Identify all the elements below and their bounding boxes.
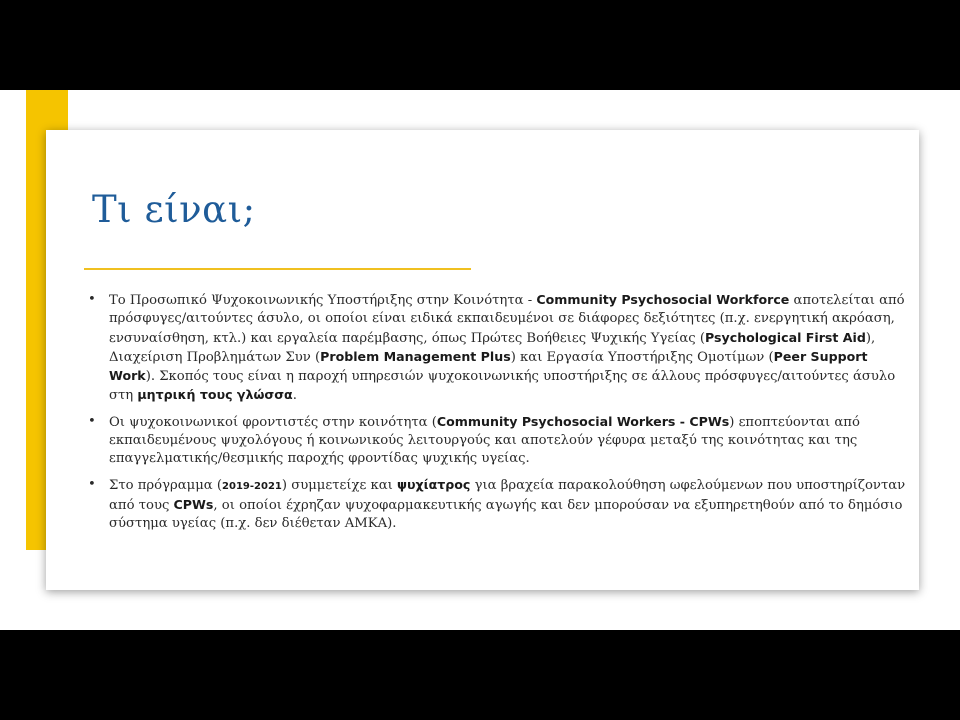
- text: Το Προσωπικό Ψυχοκοινωνικής Υποστήριξης στην Κοινότητα -: [109, 293, 537, 308]
- content-card: [46, 130, 919, 590]
- text: ), Διαχείριση Προβλημάτων Συν (: [109, 330, 876, 365]
- bold-term: μητρική τους γλώσσα: [137, 387, 293, 403]
- text: Οι ψυχοκοινωνικοί φροντιστές στην κοινότητα (: [109, 414, 437, 430]
- bold-term: ψυχίατρος: [397, 476, 471, 492]
- text: ). Σκοπός τους είναι η παροχή υπηρεσιών ψυχοκοινωνικής υποστήριξης σε άλλους πρόσφυγες/αιτούντες άσυλο στη: [109, 369, 896, 404]
- slide-title: Τι είναι;: [92, 188, 256, 231]
- program-years: 2019-2021: [222, 480, 282, 492]
- bullet-item-psychiatrist: [86, 476, 906, 534]
- bullet-item-workforce: [86, 291, 906, 406]
- bold-term: CPWs: [173, 496, 214, 512]
- text: ) και Εργασία Υποστήριξης Ομοτίμων (: [510, 349, 774, 365]
- bold-term: Community Psychosocial Workforce: [536, 292, 790, 307]
- text: Στο πρόγραμμα (: [109, 477, 223, 493]
- bullet-icon: •: [88, 413, 96, 429]
- bullet-list: [86, 291, 906, 541]
- title-underline: [84, 268, 471, 270]
- text: .: [292, 388, 297, 404]
- bold-term: Problem Management Plus: [320, 348, 511, 364]
- text: ) συμμετείχε και: [281, 477, 398, 493]
- text: , οι οποίοι έχρηζαν ψυχοφαρμακευτικής αγωγής και δεν μπορούσαν να εξυπηρετηθούν από το δημόσιο σύστημα υγείας (π.χ. δεν διέθεταν ΑΜΚΑ).: [109, 497, 903, 532]
- bullet-item-cpws: [86, 413, 906, 469]
- bold-term: Community Psychosocial Workers - CPWs: [436, 413, 730, 429]
- bullet-icon: •: [88, 292, 96, 307]
- text: για βραχεία παρακολούθηση ωφελούμενων που υποστηρίζονταν από τους: [109, 477, 906, 513]
- bullet-icon: •: [88, 476, 96, 492]
- bold-term: Psychological First Aid: [705, 329, 866, 345]
- text: αποτελείται από πρόσφυγες/αιτούντες άσυλο, οι οποίοι είναι ειδικά εκπαιδευμένοι σε διάφορες δεξιότητες (π.χ. ενεργητική ακρόαση, ενσυναίσθηση, κτλ.) και εργαλεία παρέμβασης, όπως Πρώτες Βοήθειες Ψυχικής Υγείας (: [109, 293, 905, 346]
- slide-area: [0, 90, 960, 630]
- bold-term: Peer Support Work: [109, 348, 868, 384]
- text: ) εποπτεύονται από εκπαιδευμένους ψυχολόγους ή κοινωνικούς λειτουργούς και αποτελούν γέφυρα μεταξύ της κοινότητας και της επαγγελματικής/θεσμικής παροχής φροντίδας ψυχικής υγείας.: [109, 414, 860, 467]
